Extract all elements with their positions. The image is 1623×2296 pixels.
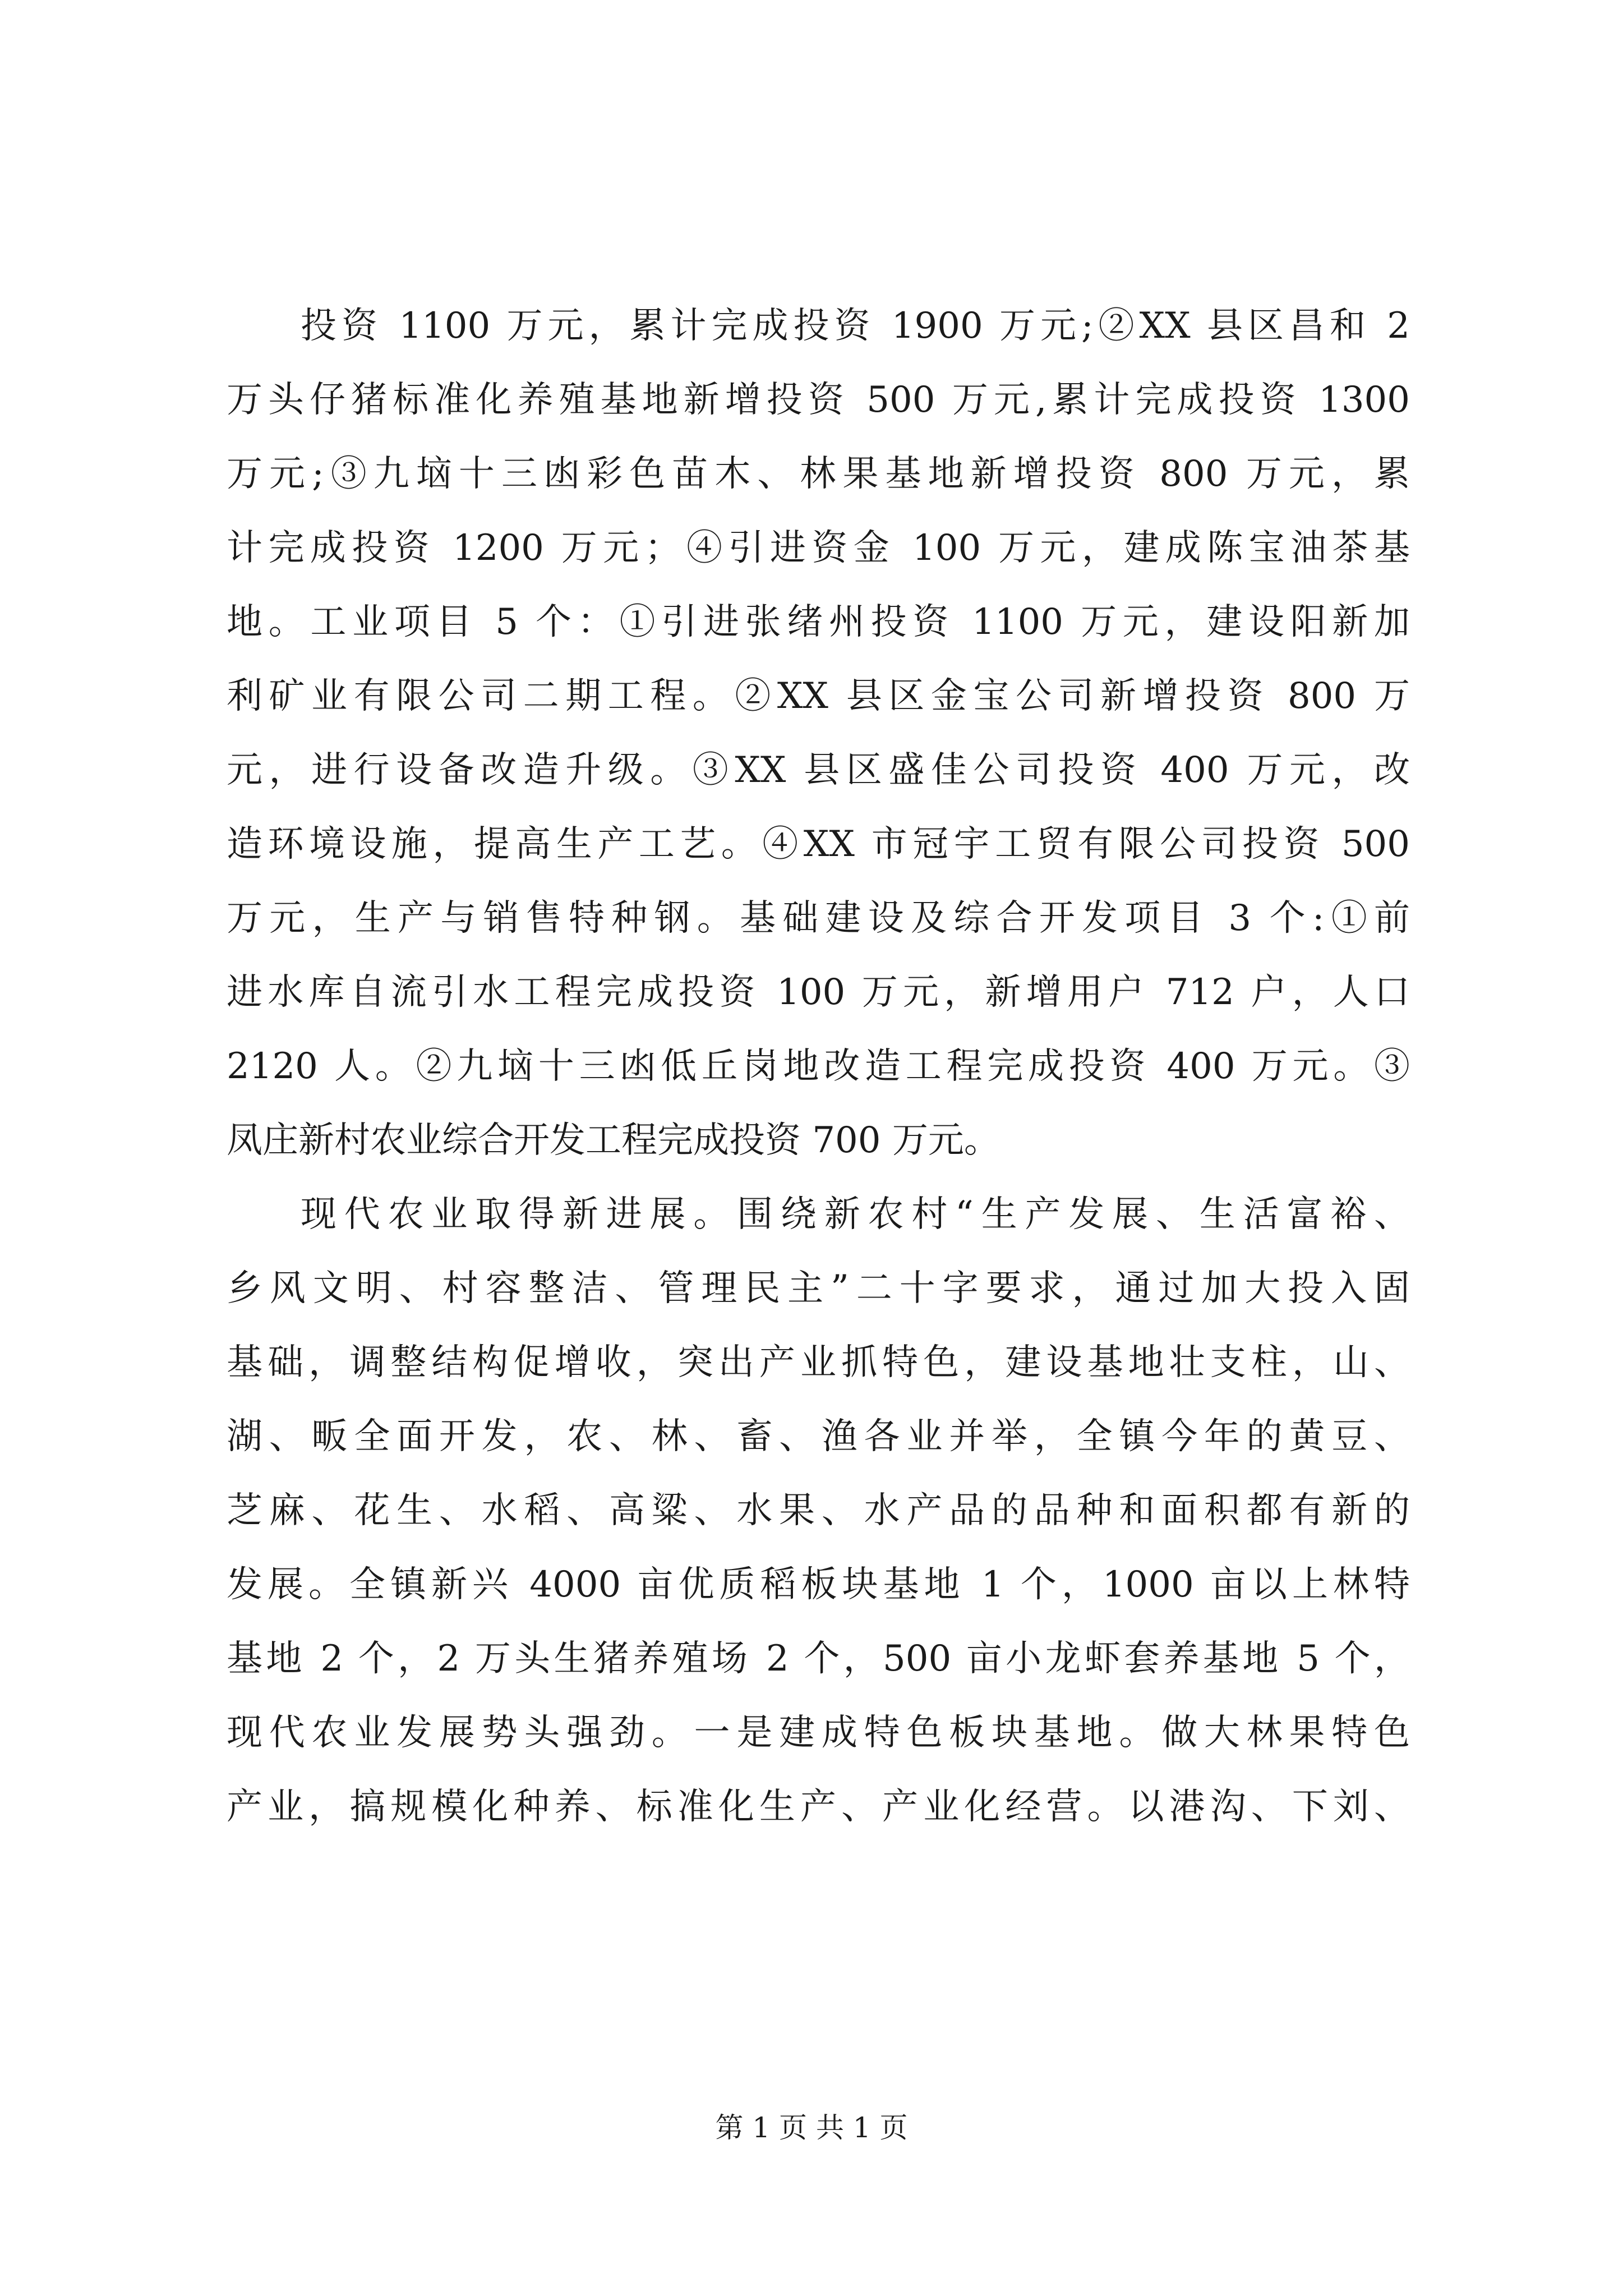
- paragraph: [227, 1177, 1410, 1844]
- paragraph: [227, 289, 1410, 1177]
- text-line: 乡风文明、村容整洁、管理民主”二十字要求，通过加大投入固: [227, 1268, 1410, 1309]
- text-line: 凤庄新村农业综合开发工程完成投资 700 万元。: [227, 1120, 1000, 1161]
- text-line: 湖、畈全面开发，农、林、畜、渔各业并举，全镇今年的黄豆、: [227, 1416, 1410, 1457]
- text-line: 发展。全镇新兴 4000 亩优质稻板块基地 1 个，1000 亩以上林特: [227, 1564, 1410, 1605]
- text-line: 芝麻、花生、水稻、高粱、水果、水产品的品种和面积都有新的: [227, 1490, 1410, 1531]
- text-line: 造环境设施，提高生产工艺。④XX 市冠宇工贸有限公司投资 500: [227, 823, 1410, 865]
- text-line: 元，进行设备改造升级。③XX 县区盛佳公司投资 400 万元，改: [227, 749, 1410, 791]
- page-number: 第 1 页 共 1 页: [715, 2111, 908, 2144]
- text-line: 产业，搞规模化种养、标准化生产、产业化经营。以港沟、下刘、: [227, 1786, 1410, 1828]
- text-line: 进水库自流引水工程完成投资 100 万元，新增用户 712 户，人口: [227, 972, 1410, 1013]
- page-footer: [0, 2108, 1623, 2147]
- text-line: 万头仔猪标准化养殖基地新增投资 500 万元,累计完成投资 1300: [227, 379, 1410, 421]
- text-line: 万元，生产与销售特种钢。基础建设及综合开发项目 3 个:①前: [227, 898, 1410, 939]
- text-line: 利矿业有限公司二期工程。②XX 县区金宝公司新增投资 800 万: [227, 675, 1410, 717]
- text-line: 现代农业取得新进展。围绕新农村“生产发展、生活富裕、: [301, 1194, 1410, 1235]
- document-body: [227, 289, 1410, 1844]
- text-line: 现代农业发展势头强劲。一是建成特色板块基地。做大林果特色: [227, 1712, 1410, 1754]
- text-line: 基础，调整结构促增收，突出产业抓特色，建设基地壮支柱，山、: [227, 1342, 1410, 1383]
- text-line: 投资 1100 万元，累计完成投资 1900 万元;②XX 县区昌和 2: [301, 305, 1410, 347]
- text-line: 万元;③九垴十三凼彩色苗木、林果基地新增投资 800 万元，累: [227, 453, 1410, 495]
- text-line: 计完成投资 1200 万元；④引进资金 100 万元，建成陈宝油茶基: [227, 527, 1410, 569]
- text-line: 地。工业项目 5 个：①引进张绪州投资 1100 万元，建设阳新加: [227, 601, 1410, 643]
- text-line: 基地 2 个，2 万头生猪养殖场 2 个，500 亩小龙虾套养基地 5 个，: [227, 1638, 1410, 1680]
- text-line: 2120 人。②九垴十三凼低丘岗地改造工程完成投资 400 万元。③: [227, 1046, 1410, 1087]
